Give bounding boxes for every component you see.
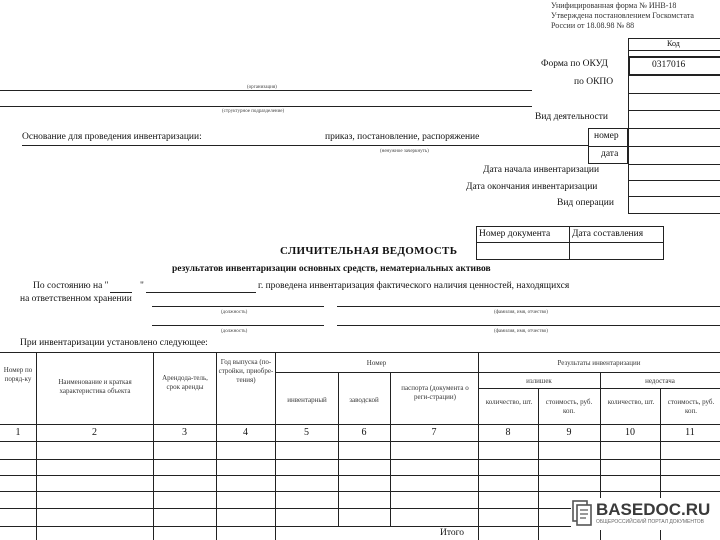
col-year-header: Год выпуска (по-стройки, приобре-тения): [218, 358, 274, 384]
col-number-11: 11: [685, 427, 695, 438]
doc-number-field[interactable]: [477, 243, 569, 259]
okpo-label: по ОКПО: [574, 77, 614, 87]
number-group-header: Номер: [366, 359, 387, 367]
col-inv-header: инвентарный: [287, 396, 327, 404]
col-number-3: 3: [182, 427, 187, 438]
col-number-5: 5: [304, 427, 309, 438]
name-caption-2: (фамилия, имя, отчество): [494, 329, 548, 334]
document-logo-icon: [571, 500, 593, 526]
doc-date-header: Дата составления: [572, 229, 644, 239]
document-title: СЛИЧИТЕЛЬНАЯ ВЕДОМОСТЬ: [280, 245, 458, 257]
division-line[interactable]: [0, 106, 532, 107]
col-number-6: 6: [361, 427, 367, 438]
basis-date-label: дата: [601, 149, 619, 159]
org-line[interactable]: [0, 90, 532, 91]
state-mid: ": [140, 281, 144, 291]
position-line-1[interactable]: [152, 306, 324, 307]
watermark-brand: BASEDOC.RU: [596, 500, 711, 519]
okud-value: 0317016: [652, 60, 686, 70]
position-caption-2: (должность): [221, 329, 248, 334]
surplus-qty-header: количество, шт.: [485, 398, 533, 406]
state-prefix: По состоянию на ": [33, 281, 109, 291]
col-num-header: Номер по поряд-ку: [3, 366, 33, 383]
kod-label: Код: [667, 39, 680, 48]
state-suffix: г. проведена инвентаризация фактического наличия ценностей, находящихся: [258, 281, 570, 291]
form-header-line1: Унифицированная форма № ИНВ-18: [551, 1, 677, 10]
org-caption: (организация): [247, 85, 277, 90]
established-label: При инвентаризации установлено следующее:: [20, 338, 208, 348]
watermark: [571, 498, 720, 530]
watermark-tagline: ОБЩЕРОССИЙСКИЙ ПОРТАЛ ДОКУМЕНТОВ: [596, 519, 704, 525]
surplus-cost-header: стоимость, руб. коп.: [545, 398, 593, 415]
name-line-2[interactable]: [337, 325, 720, 326]
table-row[interactable]: [0, 460, 720, 475]
name-line-1[interactable]: [337, 306, 720, 307]
surplus-header: излишек: [526, 377, 552, 385]
col-number-8: 8: [505, 427, 511, 438]
table-row[interactable]: [0, 442, 720, 459]
division-caption: (структурное подразделение): [222, 109, 285, 114]
table-row[interactable]: [0, 476, 720, 491]
shortage-cost-header: стоимость, руб. коп.: [667, 398, 715, 415]
col-number-2: 2: [92, 427, 97, 438]
basis-number-label: номер: [594, 131, 619, 141]
start-date-label: Дата начала инвентаризации: [483, 165, 600, 175]
strike-caption: (ненужное зачеркнуть): [380, 149, 429, 154]
col-factory-header: заводской: [349, 396, 379, 404]
col-name-header: Наименование и краткая характеристика объекта: [58, 378, 132, 395]
results-group-header: Результаты инвентаризации: [557, 359, 641, 367]
col-number-4: 4: [243, 427, 248, 438]
doc-number-header: Номер документа: [479, 229, 551, 239]
basis-doc-types: приказ, постановление, распоряжение: [325, 132, 480, 142]
col-number-7: 7: [431, 427, 437, 438]
col-rent-header: Арендода-тель, срок аренды: [162, 374, 208, 391]
shortage-qty-header: количество, шт.: [607, 398, 655, 406]
activity-label: Вид деятельности: [535, 112, 609, 122]
document-subtitle: результатов инвентаризации основных средств, нематериальных активов: [172, 264, 491, 274]
form-header-line2: Утверждена постановлением Госкомстата: [551, 11, 694, 20]
form-header-line3: России от 18.08.98 № 88: [551, 21, 635, 30]
col-number-10: 10: [625, 427, 635, 438]
end-date-label: Дата окончания инвентаризации: [466, 182, 598, 192]
col-number-9: 9: [566, 427, 572, 438]
doc-date-field[interactable]: [570, 243, 663, 259]
shortage-header: недостача: [645, 377, 675, 385]
total-label: Итого: [440, 528, 465, 538]
okud-label: Форма по ОКУД: [541, 59, 608, 69]
basis-label: Основание для проведения инвентаризации:: [22, 132, 202, 142]
position-line-2[interactable]: [152, 325, 324, 326]
position-caption-1: (должность): [221, 310, 248, 315]
state-responsible: на ответственном хранении: [20, 294, 132, 304]
operation-label: Вид операции: [557, 198, 614, 208]
col-number-1: 1: [15, 427, 21, 438]
name-caption-1: (фамилия, имя, отчество): [494, 310, 548, 315]
col-passport-header: паспорта (документа о реги-страции): [401, 384, 469, 401]
